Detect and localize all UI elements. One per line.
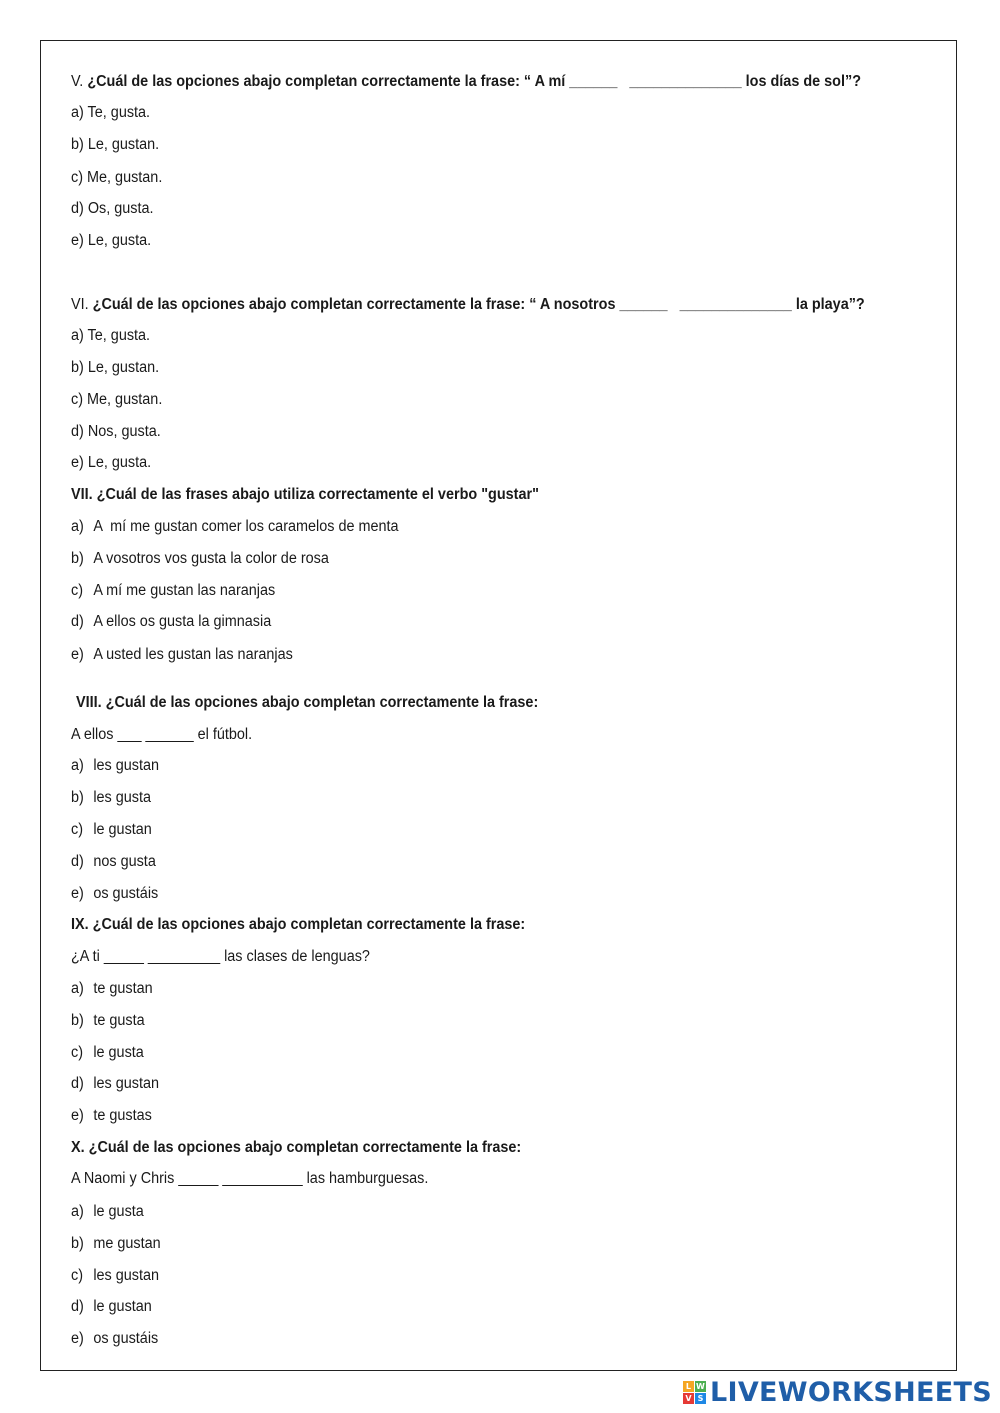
option[interactable]: b) me gustan xyxy=(71,1235,161,1252)
option[interactable]: a) A mí me gustan comer los caramelos de menta xyxy=(71,518,399,535)
brand-name: LIVEWORKSHEETS xyxy=(709,1376,992,1408)
option[interactable]: d) les gustan xyxy=(71,1075,160,1092)
logo-square-icon: V xyxy=(683,1393,694,1404)
option[interactable]: e) A usted les gustan las naranjas xyxy=(71,646,293,663)
option[interactable]: b) Le, gustan. xyxy=(71,136,160,153)
question-10-prompt: A Naomi y Chris _____ __________ las hamburguesas. xyxy=(71,1170,429,1187)
option[interactable]: a) le gusta xyxy=(71,1203,144,1220)
option[interactable]: a) Te, gusta. xyxy=(71,104,151,121)
option[interactable]: e) os gustáis xyxy=(71,1330,159,1347)
option[interactable]: d) Nos, gusta. xyxy=(71,423,161,440)
worksheet-frame xyxy=(40,40,957,1371)
option[interactable]: b) Le, gustan. xyxy=(71,359,160,376)
option[interactable]: e) te gustas xyxy=(71,1107,152,1124)
option[interactable]: d) A ellos os gusta la gimnasia xyxy=(71,613,272,630)
question-9-prompt: ¿A ti _____ _________ las clases de lenguas? xyxy=(71,948,370,965)
question-5-heading: V. ¿Cuál de las opciones abajo completan correctamente la frase: “ A mí ______ ______________ los días de sol”? xyxy=(71,73,862,90)
question-9-heading: IX. ¿Cuál de las opciones abajo completan correctamente la frase: xyxy=(71,916,526,933)
option[interactable]: a) te gustan xyxy=(71,980,153,997)
option[interactable]: c) A mí me gustan las naranjas xyxy=(71,582,276,599)
option[interactable]: b) les gusta xyxy=(71,789,152,806)
option[interactable]: b) A vosotros vos gusta la color de rosa xyxy=(71,550,329,567)
option[interactable]: c) Me, gustan. xyxy=(71,391,163,408)
option[interactable]: e) os gustáis xyxy=(71,885,159,902)
option[interactable]: e) Le, gusta. xyxy=(71,454,152,471)
option[interactable]: c) les gustan xyxy=(71,1267,160,1284)
option[interactable]: c) le gusta xyxy=(71,1044,144,1061)
question-7-heading: VII. ¿Cuál de las frases abajo utiliza correctamente el verbo "gustar" xyxy=(71,486,539,503)
question-6-heading: VI. ¿Cuál de las opciones abajo completan correctamente la frase: “ A nosotros ______ ______________ la playa”? xyxy=(71,296,865,313)
logo-square-icon: S xyxy=(695,1393,706,1404)
option[interactable]: c) Me, gustan. xyxy=(71,169,163,186)
option[interactable]: a) les gustan xyxy=(71,757,160,774)
logo-square-icon: W xyxy=(696,1381,705,1391)
question-8-prompt: A ellos ___ ______ el fútbol. xyxy=(71,726,253,743)
question-8-heading: VIII. ¿Cuál de las opciones abajo completan correctamente la frase: xyxy=(76,694,539,711)
option[interactable]: e) Le, gusta. xyxy=(71,232,152,249)
option[interactable]: d) le gustan xyxy=(71,1298,152,1315)
option[interactable]: a) Te, gusta. xyxy=(71,327,151,344)
liveworksheets-icon xyxy=(683,1381,706,1404)
question-10-heading: X. ¿Cuál de las opciones abajo completan correctamente la frase: xyxy=(71,1139,522,1156)
logo-square-icon: L xyxy=(683,1381,694,1392)
option[interactable]: d) nos gusta xyxy=(71,853,156,870)
option[interactable]: c) le gustan xyxy=(71,821,152,838)
option[interactable]: d) Os, gusta. xyxy=(71,200,154,217)
liveworksheets-logo[interactable] xyxy=(683,1377,992,1407)
option[interactable]: b) te gusta xyxy=(71,1012,145,1029)
